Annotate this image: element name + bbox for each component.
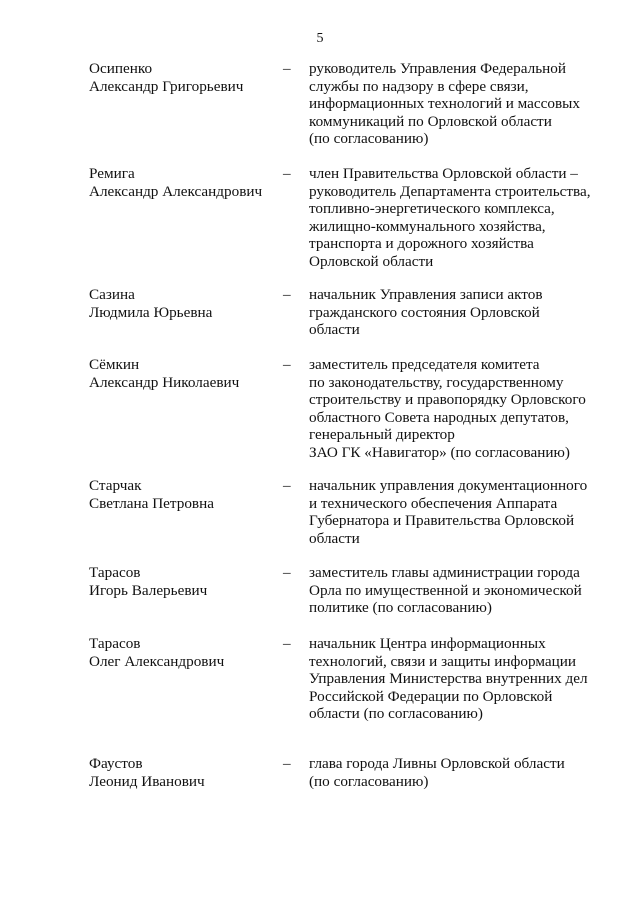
member-surname: Сазина [89, 286, 135, 303]
entry-dash: – [283, 755, 291, 772]
position-line: области [309, 529, 360, 547]
page-number: 5 [316, 31, 324, 46]
position-line: начальник управления документационного [309, 477, 588, 494]
member-position [309, 755, 609, 790]
position-line: транспорта и дорожного хозяйства [309, 235, 534, 252]
member-given-names: Олег Александрович [89, 652, 225, 670]
position-line: политике (по согласованию) [309, 599, 492, 616]
position-line: ЗАО ГК «Навигатор» (по согласованию) [309, 443, 570, 461]
member-name [89, 286, 279, 321]
position-line: топливно-энергетического комплекса, [309, 200, 555, 217]
position-line: начальник Управления записи актов [309, 286, 543, 303]
position-line: коммуникаций по Орловской области [309, 112, 552, 130]
position-line: Губернатора и Правительства Орловской [309, 512, 575, 529]
member-surname: Тарасов [89, 564, 141, 581]
member-name [89, 477, 279, 512]
position-line: службы по надзору в сфере связи, [309, 77, 529, 95]
position-line: (по согласованию) [309, 130, 429, 147]
entry-dash: – [283, 635, 291, 652]
member-name [89, 356, 279, 391]
member-surname: Сёмкин [89, 356, 140, 373]
entry-dash: – [283, 477, 291, 494]
member-given-names: Александр Николаевич [89, 373, 240, 391]
member-given-names: Александр Григорьевич [89, 77, 244, 95]
member-given-names: Александр Александрович [89, 182, 263, 200]
position-line: заместитель главы администрации города [309, 564, 580, 581]
position-line: Орла по имущественной и экономической [309, 581, 582, 599]
member-given-names: Леонид Иванович [89, 772, 205, 790]
entry-dash: – [283, 564, 291, 581]
member-name [89, 165, 279, 200]
member-position [309, 477, 609, 547]
member-position [309, 356, 609, 461]
member-surname: Старчак [89, 477, 142, 494]
position-line: областного Совета народных депутатов, [309, 408, 569, 426]
member-name [89, 755, 279, 790]
position-line: (по согласованию) [309, 772, 429, 790]
member-position [309, 564, 609, 617]
member-position [309, 165, 609, 270]
member-position [309, 60, 609, 148]
entry-dash: – [283, 286, 291, 303]
position-line: Орловской области [309, 252, 434, 270]
position-line: руководитель Управления Федеральной [309, 60, 566, 77]
entry-dash: – [283, 356, 291, 373]
position-line: член Правительства Орловской области – [309, 165, 578, 182]
position-line: генеральный директор [309, 426, 455, 443]
member-name [89, 635, 279, 670]
member-surname: Ремига [89, 165, 135, 182]
entry-dash: – [283, 165, 291, 182]
position-line: Управления Министерства внутренних дел [309, 670, 588, 687]
member-name [89, 60, 279, 95]
position-line: гражданского состояния Орловской [309, 303, 540, 321]
position-line: технологий, связи и защиты информации [309, 652, 576, 670]
member-name [89, 564, 279, 599]
position-line: информационных технологий и массовых [309, 95, 580, 112]
member-given-names: Светлана Петровна [89, 494, 214, 512]
member-surname: Осипенко [89, 60, 153, 77]
member-surname: Фаустов [89, 755, 143, 772]
member-given-names: Игорь Валерьевич [89, 581, 208, 599]
member-surname: Тарасов [89, 635, 141, 652]
position-line: области (по согласованию) [309, 705, 483, 722]
entry-dash: – [283, 60, 291, 77]
position-line: жилищно-коммунального хозяйства, [309, 217, 546, 235]
position-line: и технического обеспечения Аппарата [309, 494, 558, 512]
position-line: руководитель Департамента строительства, [309, 182, 591, 200]
position-line: заместитель председателя комитета [309, 356, 540, 373]
position-line: по законодательству, государственному [309, 373, 564, 391]
position-line: начальник Центра информационных [309, 635, 546, 652]
member-position [309, 635, 609, 723]
position-line: глава города Ливны Орловской области [309, 755, 565, 772]
position-line: области [309, 321, 360, 338]
position-line: строительству и правопорядку Орловского [309, 391, 586, 408]
member-position [309, 286, 609, 339]
member-given-names: Людмила Юрьевна [89, 303, 213, 321]
position-line: Российской Федерации по Орловской [309, 687, 553, 705]
